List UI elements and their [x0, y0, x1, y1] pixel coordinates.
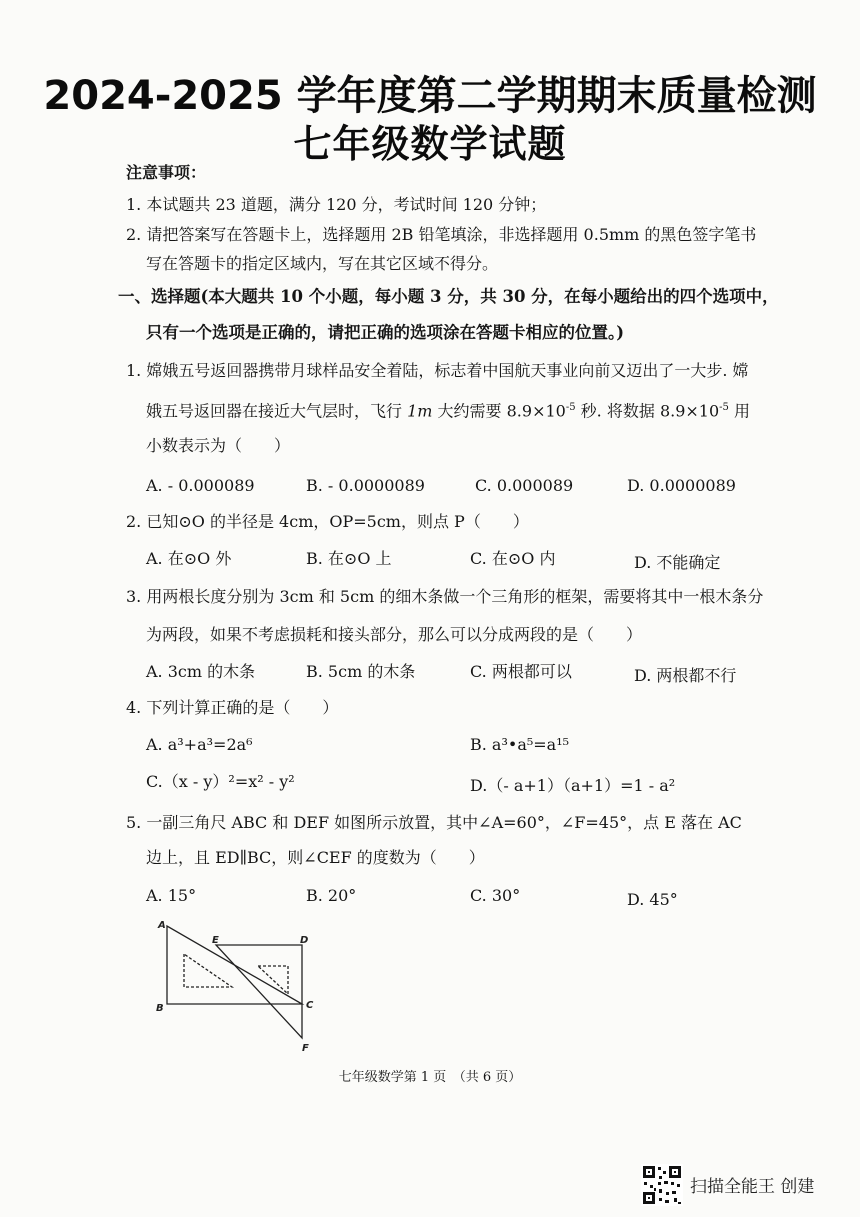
q4-stem: 4. 下列计算正确的是（ ）	[126, 698, 339, 717]
q3-stem-line2: 为两段，如果不考虑损耗和接头部分，那么可以分成两段的是（ ）	[146, 625, 643, 644]
q4-option-d: D.（- a+1）（a+1）=1 - a²	[470, 776, 676, 795]
exam-title: 2024-2025 学年度第二学期期末质量检测	[43, 73, 817, 119]
q3-option-c: C. 两根都可以	[470, 662, 572, 681]
q4-option-c: C.（x - y）²=x² - y²	[146, 772, 295, 791]
q1-option-d: D. 0.0000089	[627, 476, 736, 495]
q5-stem-line1: 5. 一副三角尺 ABC 和 DEF 如图所示放置，其中∠A=60°，∠F=45°，点 E 落在 AC	[126, 813, 742, 832]
q2-option-b: B. 在⊙O 上	[306, 549, 392, 568]
q2-option-c: C. 在⊙O 内	[470, 549, 556, 568]
notice-item-1: 1. 本试题共 23 道题，满分 120 分，考试时间 120 分钟；	[126, 195, 547, 214]
q5-option-a: A. 15°	[146, 886, 197, 905]
q3-stem-line1: 3. 用两根长度分别为 3cm 和 5cm 的细木条做一个三角形的框架，需要将其中一根木条分	[126, 587, 764, 606]
triangle-def-cutout	[258, 966, 288, 994]
q2-option-d: D. 不能确定	[634, 553, 721, 572]
q2-option-a: A. 在⊙O 外	[146, 549, 232, 568]
q2-stem: 2. 已知⊙O 的半径是 4cm，OP=5cm，则点 P（ ）	[126, 512, 529, 531]
q3-option-d: D. 两根都不行	[634, 666, 737, 685]
label-d: D	[300, 935, 309, 946]
notice-heading: 注意事项：	[126, 163, 207, 182]
q5-option-b: B. 20°	[306, 886, 357, 905]
q1-stem-line2: 娥五号返回器在接近大气层时，飞行 1m 大约需要 $8.9\times 10^{-5}$ 秒. 将数据 $8.9\times 10^{-5}$ 用	[146, 401, 750, 421]
exam-subtitle: 七年级数学试题	[293, 122, 567, 166]
label-c: C	[306, 1000, 314, 1011]
page-footer: 七年级数学第 1 页 （共 6 页）	[338, 1070, 522, 1085]
notice-item-2: 2. 请把答案写在答题卡上，选择题用 2B 铅笔填涂，非选择题用 0.5mm 的黑色签字笔书	[126, 225, 757, 244]
notice-item-2-cont: 写在答题卡的指定区域内，写在其它区域不得分。	[146, 254, 499, 273]
section-heading: 一、选择题(本大题共 10 个小题，每小题 3 分，共 30 分，在每小题给出的四个选项中，	[118, 287, 779, 306]
triangle-rulers-figure	[150, 914, 320, 1054]
label-f: F	[302, 1043, 309, 1054]
q3-option-b: B. 5cm 的木条	[306, 662, 416, 681]
q1-option-b: B. - 0.0000089	[306, 476, 425, 495]
q1-option-a: A. - 0.000089	[146, 476, 255, 495]
q5-option-c: C. 30°	[470, 886, 521, 905]
triangle-def	[216, 945, 302, 1038]
q1-stem-line1: 1. 嫦娥五号返回器携带月球样品安全着陆，标志着中国航天事业向前又迈出了一大步. 嫦	[126, 361, 749, 380]
q5-stem-line2: 边上，且 ED∥BC，则∠CEF 的度数为（ ）	[146, 848, 485, 867]
q4-option-a: A. a³+a³=2a⁶	[146, 735, 253, 754]
q1-option-c: C. 0.000089	[475, 476, 574, 495]
label-a: A	[158, 920, 166, 931]
q1-stem-line3: 小数表示为（ ）	[146, 436, 291, 455]
section-heading-cont: 只有一个选项是正确的，请把正确的选项涂在答题卡相应的位置。)	[146, 323, 625, 342]
q5-option-d: D. 45°	[627, 890, 678, 909]
label-b: B	[156, 1003, 164, 1014]
label-e: E	[212, 935, 219, 946]
scanner-watermark-text: 扫描全能王 创建	[690, 1177, 815, 1197]
q3-option-a: A. 3cm 的木条	[146, 662, 256, 681]
qr-code-icon	[641, 1164, 683, 1206]
q4-option-b: B. a³•a⁵=a¹⁵	[470, 735, 570, 754]
